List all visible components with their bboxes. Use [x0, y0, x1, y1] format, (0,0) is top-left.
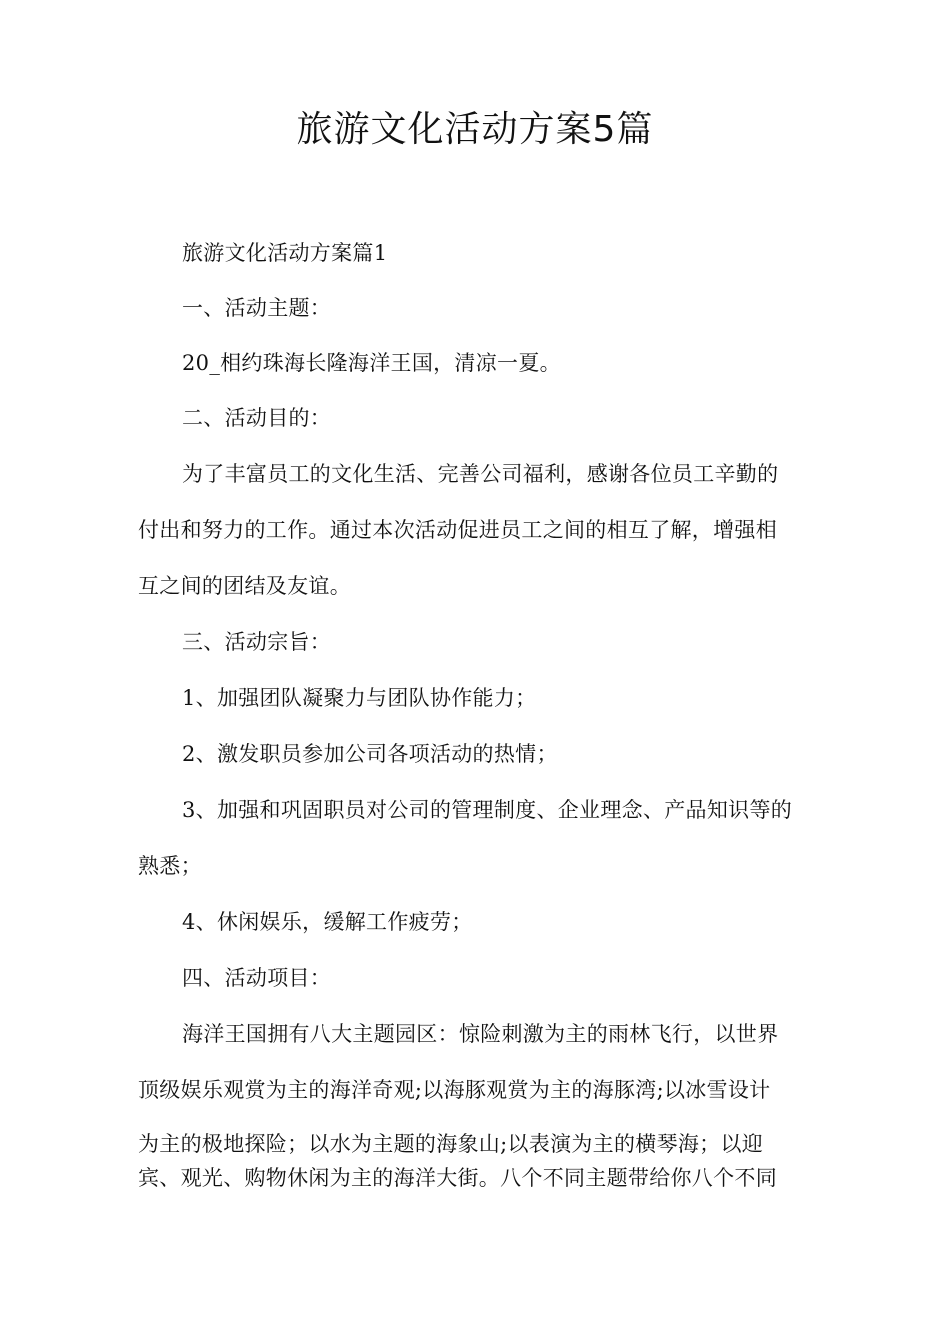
- purpose-line: 为了丰富员工的文化生活、完善公司福利，感谢各位员工辛勤的: [182, 462, 779, 486]
- section-heading: 旅游文化活动方案篇1: [182, 241, 388, 265]
- project-line: 宾、观光、购物休闲为主的海洋大街。八个不同主题带给你八个不同: [138, 1166, 777, 1190]
- purpose-line: 付出和努力的工作。通过本次活动促进员工之间的相互了解，增强相: [138, 518, 777, 542]
- aim-item: 2、激发职员参加公司各项活动的热情；: [182, 742, 558, 766]
- aim-item-line: 熟悉；: [138, 854, 202, 878]
- project-line: 为主的极地探险；以水为主题的海象山;以表演为主的横琴海；以迎: [138, 1132, 764, 1156]
- project-line: 顶级娱乐观赏为主的海洋奇观;以海豚观赏为主的海豚湾;以冰雪设计: [138, 1078, 771, 1102]
- document-title: 旅游文化活动方案5篇: [296, 109, 654, 150]
- project-line: 海洋王国拥有八大主题园区：惊险刺激为主的雨林飞行，以世界: [182, 1022, 779, 1046]
- aim-item: 4、休闲娱乐，缓解工作疲劳；: [182, 910, 473, 934]
- heading-activity-theme: 一、活动主题：: [182, 296, 332, 320]
- heading-activity-projects: 四、活动项目：: [182, 966, 332, 990]
- theme-text: 20_相约珠海长隆海洋王国，清凉一夏。: [182, 351, 561, 375]
- heading-activity-purpose: 二、活动目的：: [182, 406, 332, 430]
- heading-activity-aim: 三、活动宗旨：: [182, 630, 332, 654]
- purpose-line: 互之间的团结及友谊。: [138, 574, 351, 598]
- aim-item: 1、加强团队凝聚力与团队协作能力；: [182, 686, 537, 710]
- aim-item-line: 3、加强和巩固职员对公司的管理制度、企业理念、产品知识等的: [182, 798, 793, 822]
